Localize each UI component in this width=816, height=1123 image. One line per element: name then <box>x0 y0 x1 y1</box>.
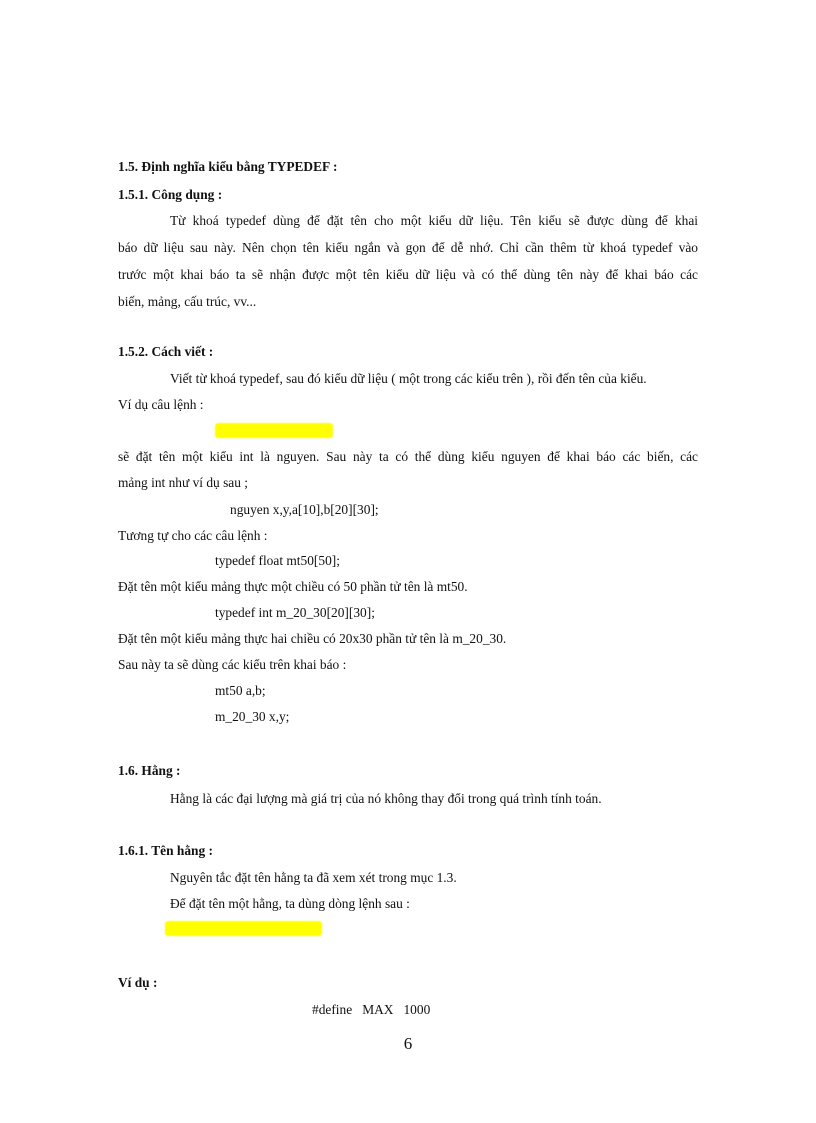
code-line: mt50 a,b; <box>215 683 266 698</box>
paragraph-line: Sau này ta sẽ dùng các kiểu trên khai báo : <box>118 657 347 672</box>
example-label: Ví dụ câu lệnh : <box>118 397 204 412</box>
code-line: m_20_30 x,y; <box>215 709 290 724</box>
subsection-heading: 1.6.1. Tên hằng : <box>118 843 213 858</box>
page-number: 6 <box>403 1034 413 1053</box>
paragraph-line: Nguyên tắc đặt tên hằng ta đã xem xét trong mục 1.3. <box>170 870 457 885</box>
paragraph-line: Viết từ khoá typedef, sau đó kiểu dữ liệu ( một trong các kiểu trên ), rồi đến tên của kiểu. <box>170 371 647 386</box>
highlight-mark <box>215 423 333 438</box>
paragraph-line: báo dữ liệu sau này. Nên chọn tên kiểu ngắn và gọn để dễ nhớ. Chỉ cần thêm từ khoá typedef vào <box>118 240 698 255</box>
example-heading: Ví dụ : <box>118 975 158 990</box>
paragraph-line: sẽ đặt tên một kiểu int là nguyen. Sau này ta có thể dùng kiểu nguyen để khai báo các biến, các <box>118 449 698 464</box>
code-line: #define MAX 1000 <box>312 1002 431 1017</box>
paragraph-line: mảng int như ví dụ sau ; <box>118 475 248 490</box>
section-heading: 1.6. Hằng : <box>118 763 181 778</box>
paragraph-line: trước một khai báo ta sẽ nhận được một tên kiểu dữ liệu và có thể dùng tên này để khai báo các <box>118 267 698 282</box>
paragraph-line: biến, mảng, cấu trúc, vv... <box>118 294 257 309</box>
paragraph-line: Để đặt tên một hằng, ta dùng dòng lệnh sau : <box>170 896 410 911</box>
code-line: typedef float mt50[50]; <box>215 553 340 568</box>
paragraph-line: Hằng là các đại lượng mà giá trị của nó không thay đổi trong quá trình tính toán. <box>170 791 602 806</box>
paragraph-line: Tương tự cho các câu lệnh : <box>118 528 268 543</box>
paragraph-line: Đặt tên một kiểu mảng thực một chiều có 50 phần tử tên là mt50. <box>118 579 468 594</box>
highlight-mark <box>165 921 322 936</box>
code-line: typedef int m_20_30[20][30]; <box>215 605 375 620</box>
subsection-heading: 1.5.1. Công dụng : <box>118 187 223 202</box>
code-line: nguyen x,y,a[10],b[20][30]; <box>230 502 379 517</box>
paragraph-line: Từ khoá typedef dùng để đặt tên cho một kiểu dữ liệu. Tên kiểu sẽ được dùng để khai <box>170 213 698 228</box>
paragraph-line: Đặt tên một kiểu mảng thực hai chiều có 20x30 phần tử tên là m_20_30. <box>118 631 507 646</box>
section-heading: 1.5. Định nghĩa kiểu bằng TYPEDEF : <box>118 159 338 174</box>
subsection-heading: 1.5.2. Cách viết : <box>118 344 214 359</box>
